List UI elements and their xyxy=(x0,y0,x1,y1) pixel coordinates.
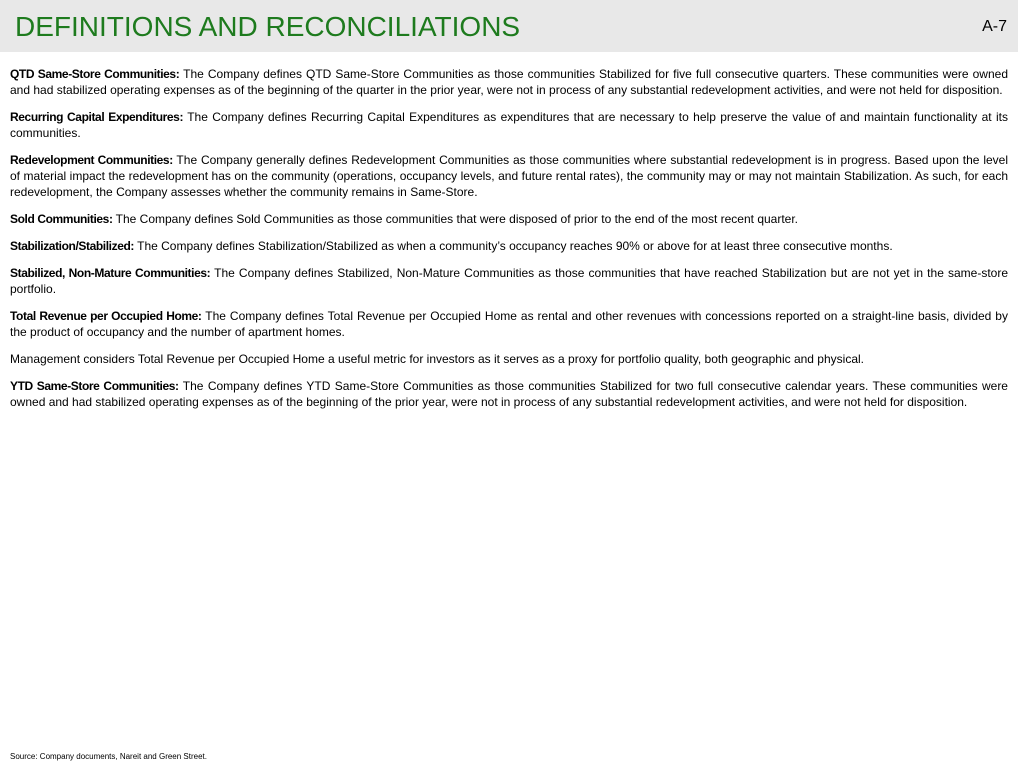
definition-term: QTD Same-Store Communities: xyxy=(10,67,180,81)
definitions-list xyxy=(10,66,1008,421)
definition-term: Recurring Capital Expenditures: xyxy=(10,110,184,124)
definition-text: Management considers Total Revenue per Occupied Home a useful metric for investors as it serves as a proxy for portfolio quality, both geographic and physical. xyxy=(10,352,864,366)
definition-text: The Company defines YTD Same-Store Communities as those communities Stabilized for two full consecutive calendar years. These communities were owned and had stabilized operating expenses as of the beginning of the prior year, were not in process of any substantial redevelopment activities, and were not held for disposition. xyxy=(10,379,1008,409)
definition-text: The Company defines Sold Communities as those communities that were disposed of prior to the end of the most recent quarter. xyxy=(112,212,799,226)
definition-qtd-same-store xyxy=(10,66,1008,98)
definition-term: Sold Communities: xyxy=(10,212,113,226)
definition-text: The Company defines Recurring Capital Expenditures as expenditures that are necessary to help preserve the value of and maintain functionality at its communities. xyxy=(10,110,1008,140)
page-header xyxy=(0,0,1018,52)
definition-redevelopment xyxy=(10,152,1008,200)
definition-management-note xyxy=(10,351,1008,367)
definition-text: The Company defines Stabilization/Stabilized as when a community’s occupancy reaches 90% or above for at least three consecutive months. xyxy=(134,239,893,253)
definition-stabilization xyxy=(10,238,1008,254)
definition-text: The Company defines Total Revenue per Occupied Home as rental and other revenues with concessions reported on a straight-line basis, divided by the product of occupancy and the number of apartment homes. xyxy=(10,309,1008,339)
definition-sold-communities xyxy=(10,211,1008,227)
definition-text: The Company generally defines Redevelopment Communities as those communities where substantial redevelopment is in progress. Based upon the level of material impact the redevelopment has on the community (operations, occupancy levels, and future rental rates), the community may or may not maintain Stabilization. As such, for each redevelopment, the Company assesses whether the community remains in Same-Store. xyxy=(10,153,1009,199)
definition-term: Stabilization/Stabilized: xyxy=(10,239,135,253)
source-note: Source: Company documents, Nareit and Green Street. xyxy=(10,752,207,761)
page-number: A-7 xyxy=(982,18,1007,35)
definition-text: The Company defines Stabilized, Non-Mature Communities as those communities that have reached Stabilization but are not yet in the same-store portfolio. xyxy=(10,266,1008,296)
definition-term: Stabilized, Non-Mature Communities: xyxy=(10,266,211,280)
definition-recurring-capex xyxy=(10,109,1008,141)
definition-term: Redevelopment Communities: xyxy=(10,153,173,167)
definition-ytd-same-store xyxy=(10,378,1008,410)
definition-term: Total Revenue per Occupied Home: xyxy=(10,309,202,323)
definition-term: YTD Same-Store Communities: xyxy=(10,379,179,393)
definition-text: The Company defines QTD Same-Store Communities as those communities Stabilized for five full consecutive quarters. These communities were owned and had stabilized operating expenses as of the beginning of the quarter in the prior year, were not in process of any substantial redevelopment activities, and were not held for disposition. xyxy=(10,67,1008,97)
page-title: DEFINITIONS AND RECONCILIATIONS xyxy=(15,11,521,42)
definition-stabilized-non-mature xyxy=(10,265,1008,297)
definition-total-revenue xyxy=(10,308,1008,340)
